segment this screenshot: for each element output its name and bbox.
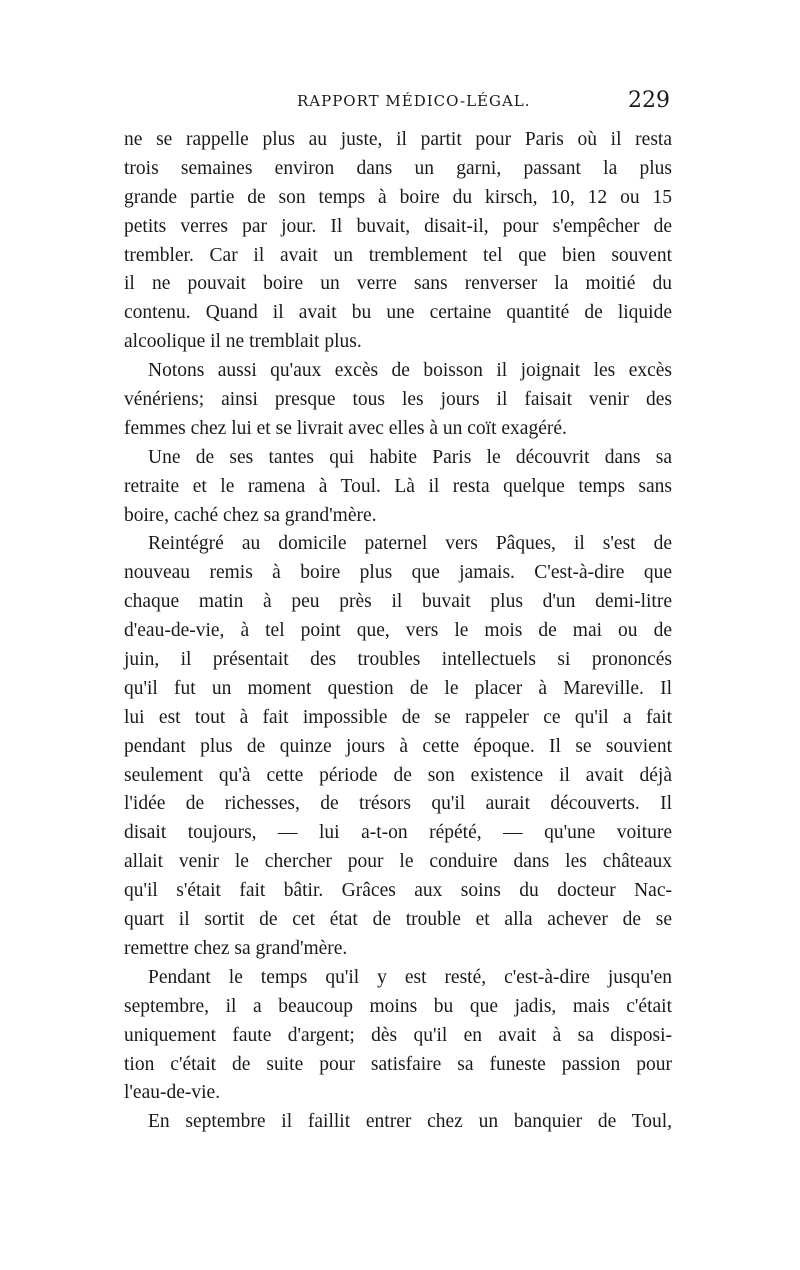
- text-line: boire, caché chez sa grand'mère.: [124, 504, 377, 526]
- text-line: quart il sortit de cet état de trouble et alla achever de se: [124, 909, 672, 931]
- text-line: disait toujours, — lui a-t-on répété, — qu'une voiture: [124, 822, 672, 844]
- text-line: remettre chez sa grand'mère.: [124, 937, 348, 959]
- text-line: nouveau remis à boire plus que jamais. C'est-à-dire que: [124, 562, 672, 584]
- text-line: allait venir le chercher pour le conduire dans les châteaux: [124, 851, 672, 873]
- text-line: En septembre il faillit entrer chez un banquier de Toul,: [148, 1111, 672, 1133]
- text-line: septembre, il a beaucoup moins bu que jadis, mais c'était: [124, 995, 672, 1017]
- text-line: uniquement faute d'argent; dès qu'il en avait à sa disposi-: [124, 1024, 672, 1046]
- text-line: l'eau-de-vie.: [124, 1082, 221, 1104]
- text-line: contenu. Quand il avait bu une certaine quantité de liquide: [124, 302, 672, 324]
- page-number: 229: [628, 88, 670, 113]
- text-line: retraite et le ramena à Toul. Là il resta quelque temps sans: [124, 475, 672, 497]
- text-line: chaque matin à peu près il buvait plus d'un demi-litre: [124, 591, 672, 613]
- text-line: femmes chez lui et se livrait avec elles à un coït exagéré.: [124, 417, 567, 439]
- text-line: l'idée de richesses, de trésors qu'il aurait découverts. Il: [124, 793, 672, 815]
- text-line: petits verres par jour. Il buvait, disait-il, pour s'empêcher de: [124, 215, 672, 237]
- body-text: [124, 126, 672, 1137]
- text-line: il ne pouvait boire un verre sans renverser la moitié du: [124, 273, 672, 295]
- text-line: juin, il présentait des troubles intellectuels si prononcés: [124, 649, 672, 671]
- text-line: trembler. Car il avait un tremblement tel que bien souvent: [124, 244, 672, 266]
- text-line: ne se rappelle plus au juste, il partit pour Paris où il resta: [124, 129, 672, 150]
- text-line: tion c'était de suite pour satisfaire sa funeste passion pour: [124, 1053, 672, 1075]
- text-line: Notons aussi qu'aux excès de boisson il joignait les excès: [148, 360, 672, 382]
- text-line: qu'il fut un moment question de le placer à Mareville. Il: [124, 677, 672, 699]
- text-line: pendant plus de quinze jours à cette époque. Il se souvient: [124, 735, 672, 757]
- text-line: Une de ses tantes qui habite Paris le découvrit dans sa: [148, 446, 672, 468]
- text-line: alcoolique il ne tremblait plus.: [124, 331, 362, 353]
- text-line: qu'il s'était fait bâtir. Grâces aux soins du docteur Nac-: [124, 880, 672, 902]
- text-line: d'eau-de-vie, à tel point que, vers le mois de mai ou de: [124, 620, 672, 642]
- text-line: grande partie de son temps à boire du kirsch, 10, 12 ou 15: [124, 186, 672, 208]
- text-line: Reintégré au domicile paternel vers Pâques, il s'est de: [148, 533, 672, 555]
- text-line: vénériens; ainsi presque tous les jours il faisait venir des: [124, 389, 672, 411]
- running-head: RAPPORT MÉDICO-LÉGAL.: [297, 92, 531, 110]
- text-line: Pendant le temps qu'il y est resté, c'est-à-dire jusqu'en: [148, 966, 672, 988]
- text-line: trois semaines environ dans un garni, passant la plus: [124, 157, 672, 179]
- text-line: seulement qu'à cette période de son existence il avait déjà: [124, 764, 672, 786]
- text-line: lui est tout à fait impossible de se rappeler ce qu'il a fait: [124, 706, 672, 728]
